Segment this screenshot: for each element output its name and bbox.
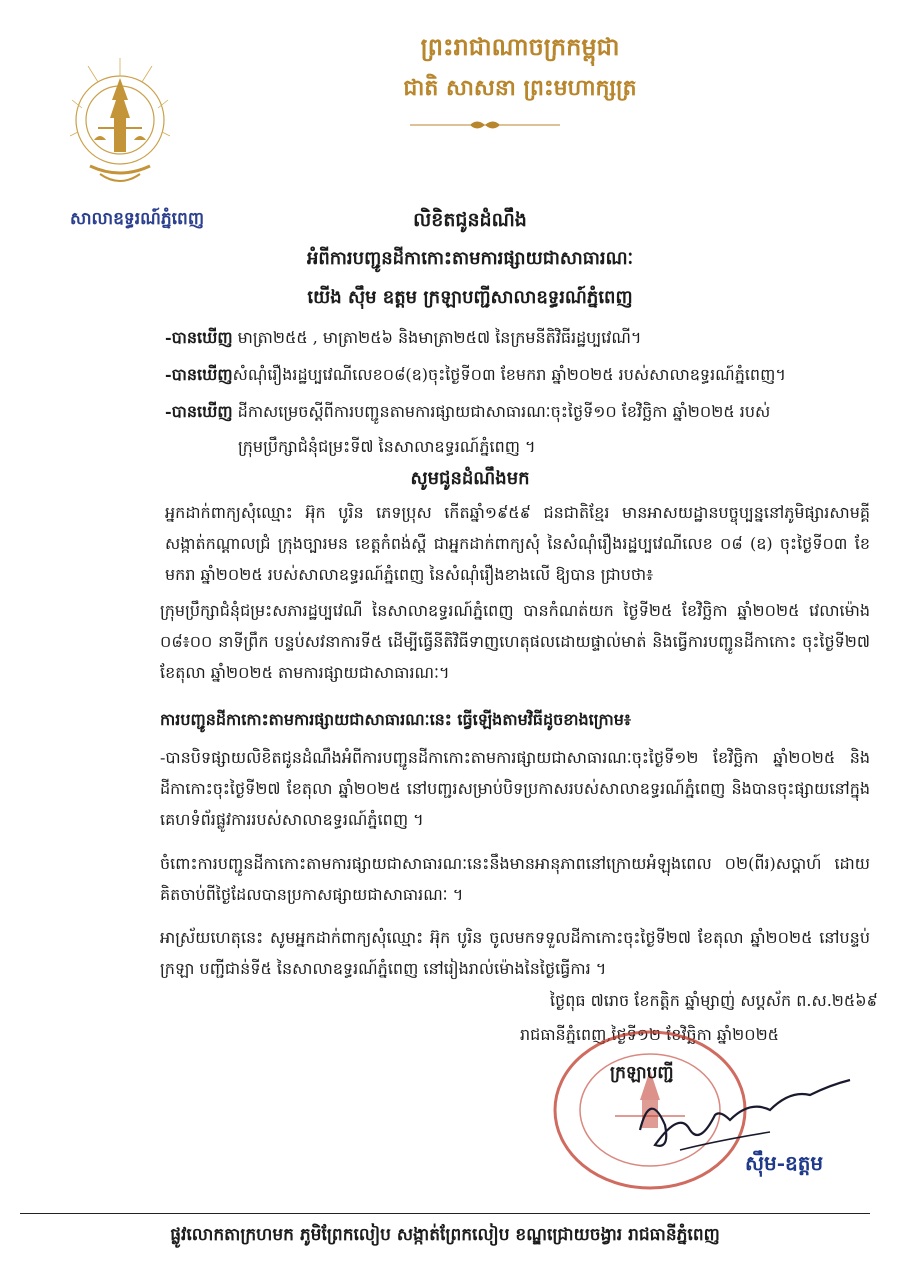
national-motto: ជាតិ សាសនា ព្រះមហាក្សត្រ bbox=[403, 75, 637, 101]
footer-divider bbox=[20, 1213, 870, 1214]
notice-issuer: យើង ស៊ឹម ឧត្តម ក្រឡាបញ្ជីសាលាឧទ្ធរណ៍ភ្នំពេញ bbox=[307, 287, 633, 308]
paragraph-posting: -បានបិទផ្សាយលិខិតជូនដំណឹងអំពីការបញ្ជូនដីកាកោះតាមការផ្សាយជាសាធារណៈចុះថ្ងៃទី១២ ខែវិច្ឆិកា ឆ្នាំ២០២៥ និងដីកាកោះចុះថ្ងៃទី២៧ ខែតុលា ឆ្នាំ២០២៥ នៅបញ្ជរសម្រាប់បិទប្រកាសរបស់សាលាឧទ្ធរណ៍ភ្នំពេញ និងបានចុះផ្សាយនៅក្នុងគេហទំព័រផ្លូវការរបស់សាលាឧទ្ធរណ៍ភ្នំពេញ ។ bbox=[160, 748, 870, 829]
paragraph-summons: អាស្រ័យហេតុនេះ សូមអ្នកដាក់ពាក្យសុំឈ្មោះ អ៊ុក បូរិន ចូលមកទទួលដីកាកោះចុះថ្ងៃទី២៧ ខែតុលា ឆ្នាំ២០២៥ នៅបន្ទប់ក្រឡា បញ្ជីជាន់ទី៥ នៃសាលាឧទ្ធរណ៍ភ្នំពេញ នៅរៀងរាល់ម៉ោងនៃថ្ងៃធ្វើការ ។ bbox=[160, 928, 870, 978]
lunar-date: ថ្ងៃពុធ ៧រោច ខែកត្តិក ឆ្នាំម្សាញ់ សប្តស័ក ព.ស.២៥៦៩ bbox=[550, 991, 878, 1010]
seen-line-1: -បានឃើញ មាត្រា២៥៥ , មាត្រា២៥៦ និងមាត្រា២៥៧ នៃក្រមនីតិវិធីរដ្ឋប្បវេណី។ bbox=[165, 328, 642, 347]
paragraph-method-heading: ការបញ្ជូនដីកាកោះតាមការផ្សាយជាសាធារណៈនេះ ធ្វើឡើងតាមវិធីដូចខាងក្រោម៖ bbox=[160, 710, 631, 729]
gold-ornament-icon bbox=[410, 118, 560, 132]
seen-line-2: -បានឃើញសំណុំរឿងរដ្ឋប្បវេណីលេខ០៨(ឧ)ចុះថ្ងៃទី០៣ ខែមករា ឆ្នាំ២០២៥ របស់សាលាឧទ្ធរណ៍ភ្នំពេញ។ bbox=[165, 365, 786, 384]
royal-emblem-icon bbox=[70, 48, 170, 198]
signatory-name: ស៊ឹម-ឧត្តម bbox=[745, 1151, 824, 1175]
paragraph-hearing: ក្រុមប្រឹក្សាជំនុំជម្រះសភារដ្ឋប្បវេណី នៃសាលាឧទ្ធរណ៍ភ្នំពេញ បានកំណត់យក ថ្ងៃទី២៥ ខែវិច្ឆិកា ឆ្នាំ២០២៥ វេលាម៉ោង ០៨៖០០ នាទីព្រឹក បន្ទប់សវនាការទី៥ ដើម្បីធ្វើនីតិវិធីទាញហេតុផលដោយផ្ទាល់មាត់ និងធ្វើការបញ្ជូនដីកាកោះ ចុះថ្ងៃទី២៧ ខែតុលា ឆ្នាំ២០២៥ តាមការផ្សាយជាសាធារណៈ។ bbox=[160, 601, 870, 682]
notice-subject: អំពីការបញ្ជូនដីកាកោះតាមការផ្សាយជាសាធារណៈ bbox=[306, 248, 634, 269]
kingdom-heading: ព្រះរាជាណាចក្រកម្ពុជា bbox=[420, 32, 620, 61]
notice-title: លិខិតជូនដំណឹង bbox=[413, 209, 527, 231]
signatory-role: ក្រឡាបញ្ជី bbox=[610, 1063, 674, 1083]
solar-date: រាជធានីភ្នំពេញ,ថ្ងៃទី១២ ខែវិច្ឆិកា ឆ្នាំ២០២៥ bbox=[520, 1025, 780, 1044]
notify-heading: សូមជូនដំណឹងមក bbox=[410, 468, 530, 489]
signature-icon bbox=[620, 1070, 860, 1170]
footer-address: ផ្លូវលោកតាក្រហមក ភូមិព្រែកលៀប សង្កាត់ព្រែកលៀប ខណ្ឌជ្រោយចង្វារ រាជធានីភ្នំពេញ bbox=[170, 1225, 720, 1245]
seen-line-4: ក្រុមប្រឹក្សាជំនុំជម្រះទី៧ នៃសាលាឧទ្ធរណ៍ភ្នំពេញ ។ bbox=[238, 437, 536, 456]
paragraph-applicant: អ្នកដាក់ពាក្យសុំឈ្មោះ អ៊ុក បូរិន ភេទប្រុស កើតឆ្នាំ១៩៥៩ ជនជាតិខ្មែរ មានអាសយដ្ឋានបច្ចុប្បន្ននៅភូមិផ្សារសាមគ្គី សង្កាត់កណ្តាលជ្រំ ក្រុងច្បារមន ខេត្តកំពង់ស្ពឺ ជាអ្នកដាក់ពាក្យសុំ នៃសំណុំរឿងរដ្ឋប្បវេណីលេខ ០៨ (ឧ) ចុះថ្ងៃទី០៣ ខែមករា ឆ្នាំ២០២៥ របស់សាលាឧទ្ធរណ៍ភ្នំពេញ នៃសំណុំរឿងខាងលើ ឱ្យបាន ជ្រាបថា៖ bbox=[165, 503, 870, 584]
court-name: សាលាឧទ្ធរណ៍ភ្នំពេញ bbox=[69, 209, 205, 229]
paragraph-effect: ចំពោះការបញ្ជូនដីកាកោះតាមការផ្សាយជាសាធារណៈនេះនឹងមានអានុភាពនៅក្រោយអំឡុងពេល ០២(ពីរ)សប្តាហ៍ ដោយគិតចាប់ពីថ្ងៃដែលបានប្រកាសផ្សាយជាសាធារណៈ ។ bbox=[160, 854, 870, 904]
seen-line-3: -បានឃើញ ដីកាសម្រេចស្តីពីការបញ្ជូនតាមការផ្សាយជាសាធារណៈចុះថ្ងៃទី១០ ខែវិច្ឆិកា ឆ្នាំ២០២៥ របស់ bbox=[165, 402, 771, 421]
